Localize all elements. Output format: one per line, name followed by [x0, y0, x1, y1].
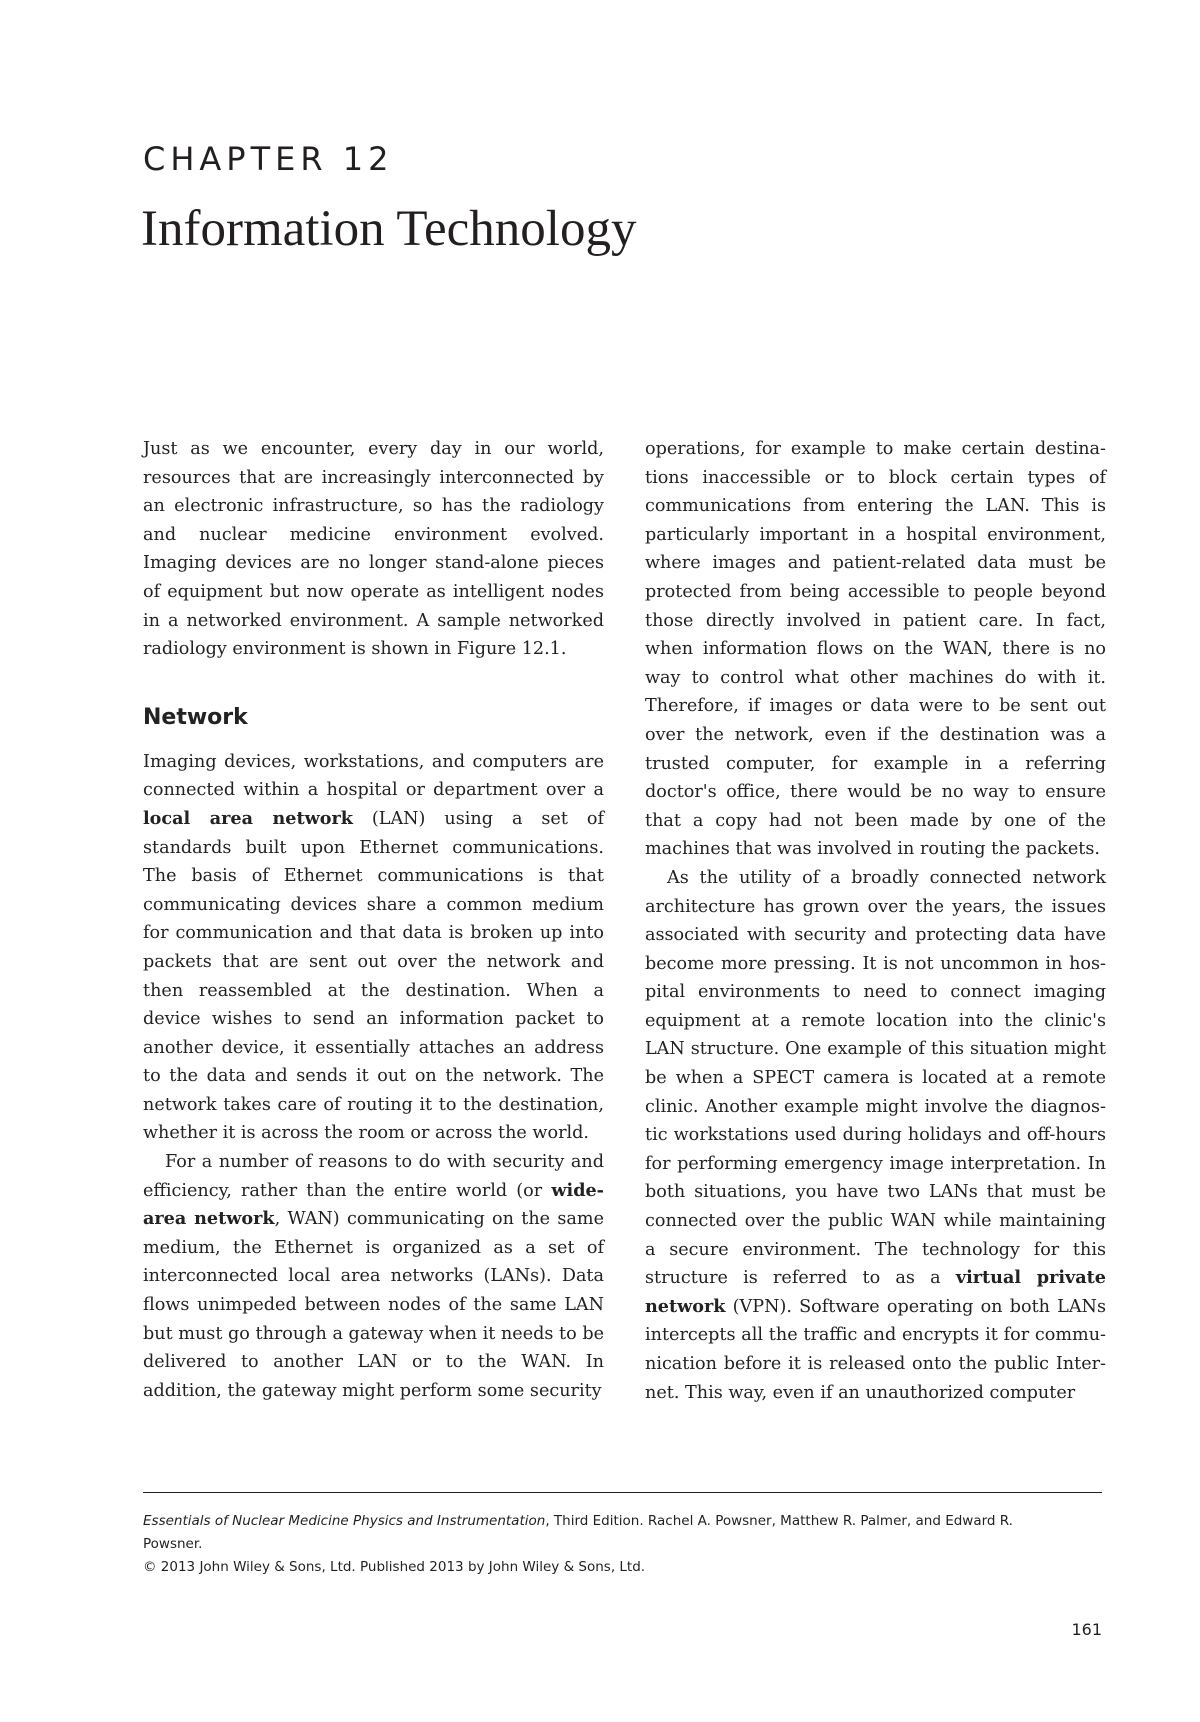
footer-divider: [143, 1492, 1102, 1493]
network-paragraph-1: [143, 748, 604, 1148]
left-column: [143, 435, 604, 1405]
citation-details: , Third Edition. Rachel A. Powsner, Matthew R. Palmer, and Edward R. Powsner.: [143, 1513, 1013, 1552]
copyright-line: © 2013 John Wiley & Sons, Ltd. Published 2013 by John Wiley & Sons, Ltd.: [143, 1559, 646, 1575]
text-run: , WAN) communicating on the same medium, the Ethernet is organized as a set of interconnected local area networks (LANs). Data flows unimpeded between nodes of the same LAN but must go through a gateway when it needs to be delivered to another LAN or to the WAN. In addition, the gateway might perform some security: [143, 1209, 605, 1401]
text-run: (VPN). Software operating on both LANs intercepts all the traffic and encrypts it for communication before it is released onto the public Internet. This way, even if an unauthorized computer: [645, 1296, 1106, 1403]
text-run: For a number of reasons to do with security and efficiency, rather than the entire world (or: [143, 1152, 604, 1201]
book-title: Essentials of Nuclear Medicine Physics and Instrumentation: [143, 1513, 546, 1529]
chapter-title: Information Technology: [141, 201, 637, 257]
text-run: (LAN) using a set of standards built upon Ethernet communications. The basis of Ethernet communications is that communicating devices share a common medium for communication and that data is broken up into packets that are sent out over the network and then reassembled at the destination. When a device wishes to send an information packet to another device, it essentially attaches an address to the data and sends it out on the network. The network takes care of routing it to the destination, whether it is across the room or across the world.: [143, 808, 604, 1144]
page-number: 161: [1071, 1620, 1102, 1639]
right-column: [645, 435, 1106, 1407]
chapter-label: CHAPTER 12: [143, 140, 394, 178]
network-paragraph-4: [645, 864, 1106, 1407]
key-term-wan: wide-area network: [143, 1179, 604, 1230]
key-term-vpn: virtual private network: [645, 1267, 1106, 1317]
citation-line: [143, 1510, 1073, 1556]
section-heading: Network: [143, 704, 248, 730]
intro-paragraph: Just as we encounter, every day in our world, resources that are increasingly interconnected by an electronic infrastructure, so has the radiology and nuclear medicine environment evolved. Imaging devices are no longer stand-alone pieces of equipment but now operate as intelligent nodes in a networked environment. A sample networked radiology environment is shown in Figure 12.1.: [143, 439, 604, 660]
text-run: As the utility of a broadly connected network architecture has grown over the years, the issues associated with security and protecting data have become more pressing. It is not uncommon in hospital environments to need to connect imaging equipment at a remote location into the clinic's LAN structure. One example of this situation might be when a SPECT camera is located at a remote clinic. Another example might involve the diagnostic workstations used during holidays and off-hours for performing emergency image interpretation. In both situations, you have two LANs that must be connected over the public WAN while maintaining a secure environment. The technology for this structure is referred to as a: [645, 867, 1106, 1289]
text-run: Imaging devices, workstations, and computers are connected within a hospital or department over a: [143, 751, 604, 801]
footer-citation: [143, 1510, 1073, 1579]
network-paragraph-3: operations, for example to make certain destinations inaccessible or to block certain types of communications from entering the LAN. This is particularly important in a hospital environment, where images and patient-related data must be protected from being accessible to people beyond those directly involved in patient care. In fact, when information flows on the WAN, there is no way to control what other machines do with it. Therefore, if images or data were to be sent out over the network, even if the destination was a trusted computer, for example in a referring doctor's office, there would be no way to ensure that a copy had not been made by one of the machines that was involved in routing the packets.: [645, 439, 1106, 860]
key-term-lan: local area network: [143, 807, 353, 829]
network-paragraph-2: [143, 1148, 604, 1405]
